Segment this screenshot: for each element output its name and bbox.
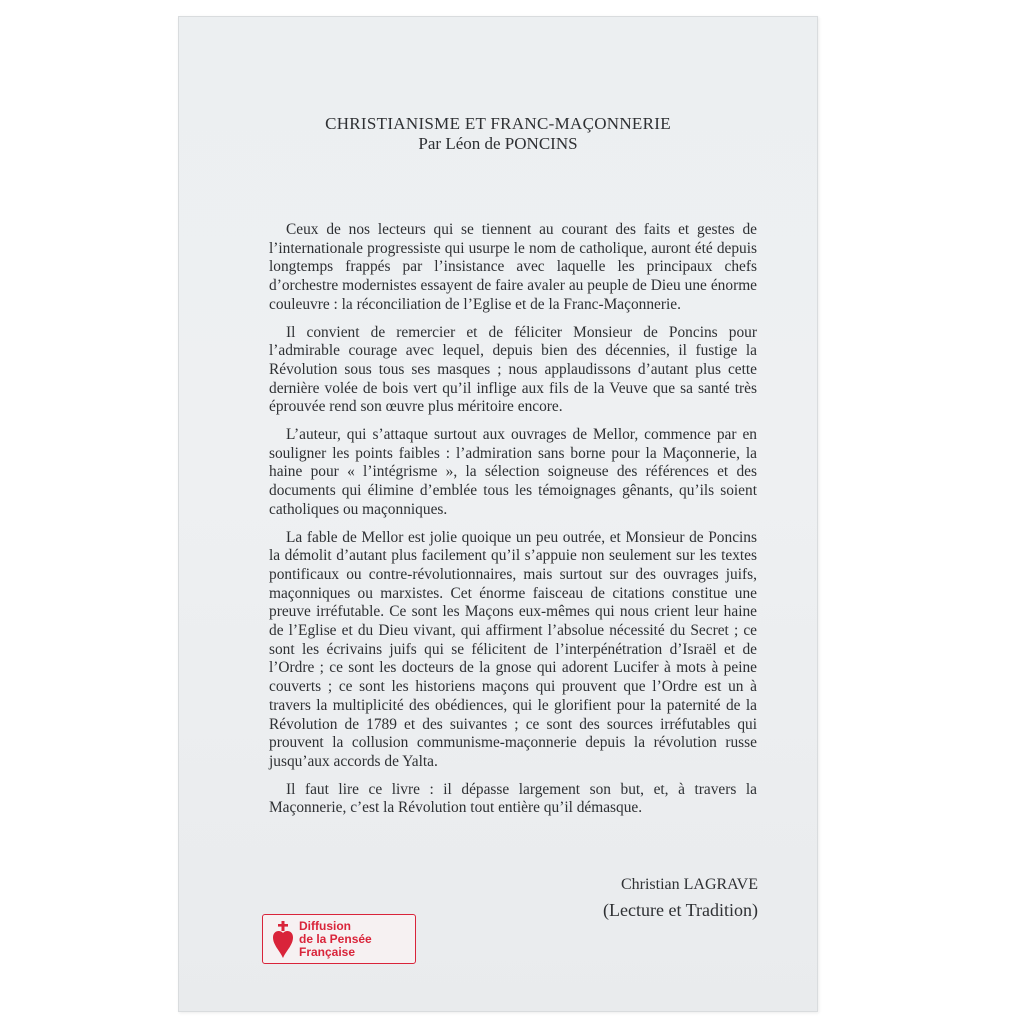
paragraph: La fable de Mellor est jolie quoique un peu outrée, et Monsieur de Poncins la démolit d’autant plus facilement qu’il s’appuie non seulement sur les textes pontificaux ou contre-révolutionnaires, mais surtout sur des ouvrages juifs, maçonniques ou marxistes. Cet énorme faisceau de citations constitue une preuve irréfutable. Ce sont les Maçons eux-mêmes qui nous crient leur haine de l’Eglise et du Dieu vivant, qui affirment l’absolue nécessité du Secret ; ce sont les écrivains juifs qui se félicitent de l’interpénétration d’Israël et de l’Ordre ; ce sont les docteurs de la gnose qui adorent Lucifer à mots à peine couverts ; ce sont les historiens maçons qui prouvent que l’Ordre est un à travers la multiplicité des obédiences, qui le glorifient pour la paternité de la Révolution de 1789 et des suivantes ; ce sont des sources irréfutables qui prouvent la collusion communisme-maçonnerie depuis la révolution russe jusqu’aux accords de Yalta. <box>269 528 757 770</box>
review-text <box>269 221 757 827</box>
paragraph: Ceux de nos lecteurs qui se tiennent au courant des faits et gestes de l’internationale progressiste qui usurpe le nom de catholique, auront été depuis longtemps frappés par l’insistance avec laquelle les principaux chefs d’orchestre modernistes essayent de faire avaler au peuple de Dieu une énorme couleuvre : la réconciliation de l’Eglise et de la Franc-Maçonnerie. <box>269 221 757 313</box>
publisher-logo <box>262 914 416 964</box>
publisher-name-line: Française <box>299 945 356 959</box>
reviewer-name: Christian LAGRAVE <box>620 876 758 893</box>
sacred-heart-icon <box>271 920 295 960</box>
paragraph: L’auteur, qui s’attaque surtout aux ouvrages de Mellor, commence par en souligner les points faibles : l’admiration sans borne pour la Maçonnerie, la haine pour « l’intégrisme », la sélection soigneuse des références et des documents qui élimine d’emblée tous les témoignages gênants, qu’ils soient catholiques ou maçonniques. <box>269 426 757 518</box>
publisher-name <box>299 920 372 959</box>
reviewer-organization: (Lecture et Tradition) <box>603 900 758 920</box>
book-title: CHRISTIANISME ET FRANC-MAÇONNERIE <box>325 114 671 133</box>
title-block <box>158 114 838 154</box>
publisher-name-line: de la Pensée <box>299 932 372 946</box>
book-author: Par Léon de PONCINS <box>418 134 578 153</box>
publisher-name-line: Diffusion <box>299 919 351 933</box>
paragraph: Il faut lire ce livre : il dépasse largement son but, et, à travers la Maçonnerie, c’est la Révolution tout entière qu’il démasque. <box>269 780 757 817</box>
paragraph: Il convient de remercier et de féliciter Monsieur de Poncins pour l’admirable courage avec lequel, depuis bien des décennies, il fustige la Révolution sous tous ses masques ; nous applaudissons d’autant plus cette dernière volée de bois vert qu’il inflige aux fils de la Veuve que sa santé très éprouvée rend son œuvre plus méritoire encore. <box>269 323 757 416</box>
back-cover-page <box>178 16 818 1012</box>
signature-block <box>558 874 758 922</box>
